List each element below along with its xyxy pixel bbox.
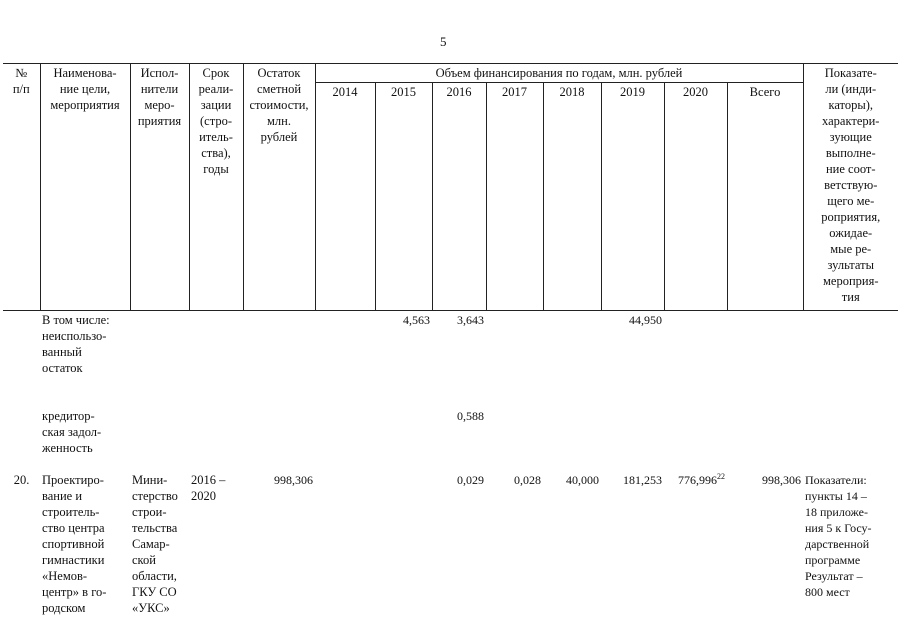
table-row-unused-remainder	[3, 311, 898, 407]
row-credit-name: кредитор- ская задол- женность	[42, 408, 102, 455]
header-name: Наименова- ние цели, мероприятия	[40, 64, 130, 311]
header-year-2018: 2018	[543, 83, 601, 311]
row-20-total: 998,306	[762, 472, 801, 487]
row-20-name: Проектиро- вание и строитель- ство центра спортивной гимнастики «Немов- центр» в го- родском	[42, 472, 107, 615]
row-unused-2015: 4,563	[403, 313, 430, 327]
row-unused-2019: 44,950	[629, 313, 662, 327]
header-term: Срок реали- зации (стро- итель- ства), годы	[189, 64, 243, 311]
header-year-2015: 2015	[375, 83, 432, 311]
row-20-remainder: 998,306	[274, 472, 313, 487]
row-20-2019: 181,253	[623, 472, 662, 487]
header-year-2016: 2016	[432, 83, 486, 311]
table-row-creditor-debt	[3, 407, 898, 471]
row-20-num: 20.	[13, 472, 30, 487]
row-20-2020	[664, 471, 727, 617]
row-20-indicators: Показатели: пункты 14 – 18 приложе- ния 5 к Госу- дарственной программе Результат – 800 мест	[805, 472, 872, 599]
header-year-2020: 2020	[664, 83, 727, 311]
row-unused-name: В том числе: неиспользо- ванный остаток	[42, 313, 110, 375]
financing-table	[3, 63, 898, 617]
header-funding: Объем финансирования по годам, млн. рублей	[315, 64, 803, 83]
row-credit-2016: 0,588	[457, 408, 484, 423]
header-remainder: Остаток сметной стоимости, млн. рублей	[243, 64, 315, 311]
header-executors: Испол- нители меро- приятия	[130, 64, 189, 311]
header-year-2017: 2017	[486, 83, 543, 311]
row-20-2020-value: 776,996	[678, 472, 717, 487]
row-unused-2016: 3,643	[457, 313, 484, 327]
table-row-20	[3, 471, 898, 617]
header-indicators: Показате- ли (инди- каторы), характери- зующие выполне- ние соот- ветствую- щего ме- роприятия, ожидае- мые ре- зультаты мероприя- тия	[803, 64, 898, 311]
header-total: Всего	[727, 83, 803, 311]
row-20-term: 2016 – 2020	[191, 472, 226, 503]
header-year-2019: 2019	[601, 83, 664, 311]
footnote-marker: 22	[717, 471, 725, 481]
header-num: № п/п	[3, 64, 40, 311]
header-year-2014: 2014	[315, 83, 375, 311]
row-20-executors: Мини- стерство строи- тельства Самар- ской области, ГКУ СО «УКС»	[132, 472, 178, 615]
row-20-2016: 0,029	[457, 472, 484, 487]
row-20-2017: 0,028	[514, 472, 541, 487]
page-number: 5	[440, 34, 447, 49]
row-20-2018: 40,000	[566, 472, 599, 487]
